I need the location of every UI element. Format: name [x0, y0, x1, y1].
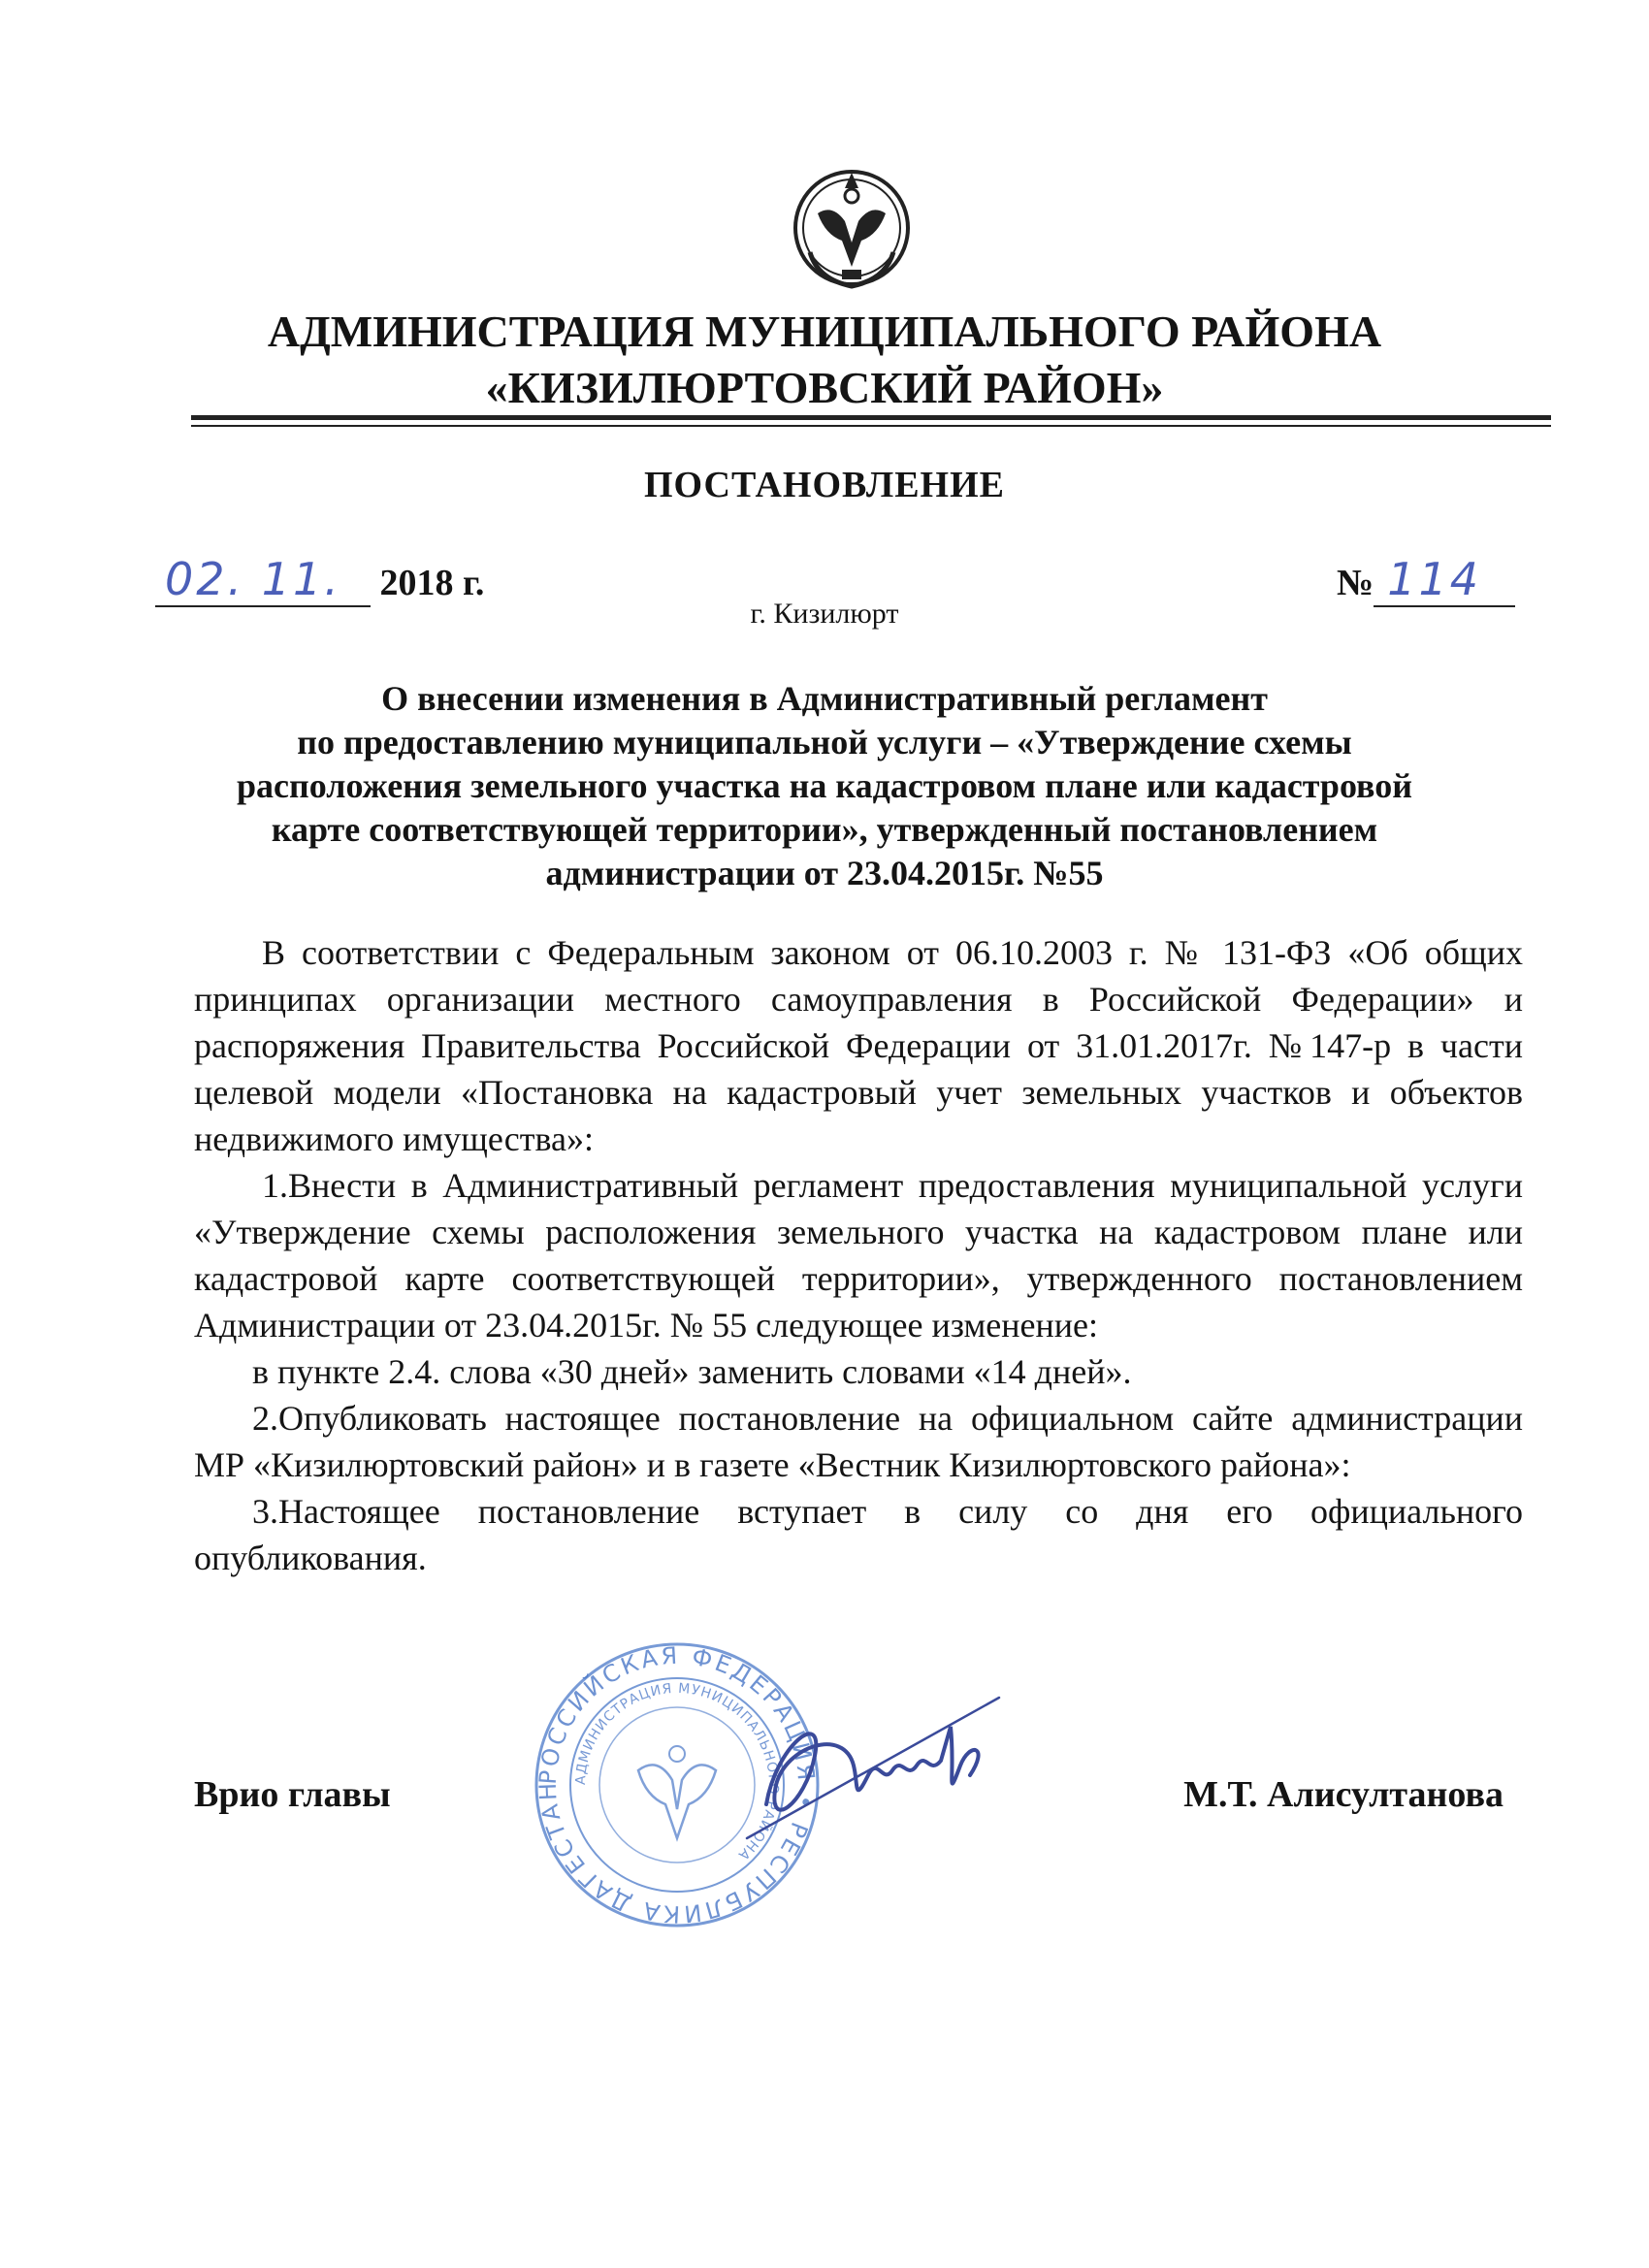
document-city: г. Кизилюрт	[750, 598, 899, 630]
coat-of-arms-emblem	[789, 155, 915, 301]
title-line: по предоставлению муниципальной услуги – «Утверждение схемы	[297, 723, 1352, 761]
handwritten-signature	[708, 1669, 1018, 1863]
title-line: расположения земельного участка на кадастровом плане или кадастровой	[237, 766, 1412, 805]
document-type: ПОСТАНОВЛЕНИЕ	[643, 465, 1006, 505]
document-year: 2018 г.	[379, 563, 485, 603]
item-2-paragraph: 2.Опубликовать настоящее постановление на официальном сайте администрации МР «Кизилюртовский район» и в газете «Вестник Кизилюртовского района»:	[194, 1399, 1523, 1484]
document-body	[194, 929, 1523, 1581]
stamp-inner-text: АДМИНИСТРАЦИЯ МУНИЦИПАЛЬНОГО РАЙОНА	[572, 1680, 782, 1863]
signatory-name: М.Т. Алисултанова	[1183, 1774, 1504, 1815]
item-3-paragraph: 3.Настоящее постановление вступает в силу со дня его официального опубликования.	[194, 1492, 1523, 1577]
handwritten-date: 02. 11.	[155, 553, 371, 607]
title-line: О внесении изменения в Административный регламент	[381, 679, 1268, 718]
document-title	[165, 677, 1484, 895]
org-name-line2: «КИЗИЛЮРТОВСКИЙ РАЙОН»	[485, 363, 1164, 412]
title-line: карте соответствующей территории», утвержденный постановлением	[271, 810, 1378, 849]
header-divider-thin	[191, 425, 1551, 427]
signatory-position: Врио главы	[194, 1774, 391, 1815]
org-name-line1: АДМИНИСТРАЦИЯ МУНИЦИПАЛЬНОГО РАЙОНА	[267, 307, 1382, 356]
title-line: администрации от 23.04.2015г. №55	[545, 854, 1104, 892]
item-1-paragraph: 1.Внести в Административный регламент предоставления муниципальной услуги «Утверждение схемы расположения земельного участка на кадастровом плане или кадастровой карте соответствующей территории», утвержденного постановлением Администрации от 23.04.2015г. № 55 следующее изменение:	[194, 1166, 1523, 1345]
preamble-paragraph: В соответствии с Федеральным законом от 06.10.2003 г. № 131-ФЗ «Об общих принципах организации местного самоуправления в Российской Федерации» и распоряжения Правительства Российской Федерации от 31.01.2017г. №147-р в части целевой модели «Постановка на кадастровый учет земельных участков и объектов недвижимого имущества»:	[194, 933, 1523, 1158]
handwritten-number: 114	[1374, 553, 1515, 607]
header-divider-thick	[191, 415, 1551, 420]
number-sign: №	[1337, 563, 1374, 603]
item-1-change: в пункте 2.4. слова «30 дней» заменить словами «14 дней».	[252, 1352, 1132, 1391]
stamp-outer-text: РОССИЙСКАЯ ФЕДЕРАЦИЯ • РЕСПУБЛИКА ДАГЕСТАН	[534, 1641, 821, 1928]
